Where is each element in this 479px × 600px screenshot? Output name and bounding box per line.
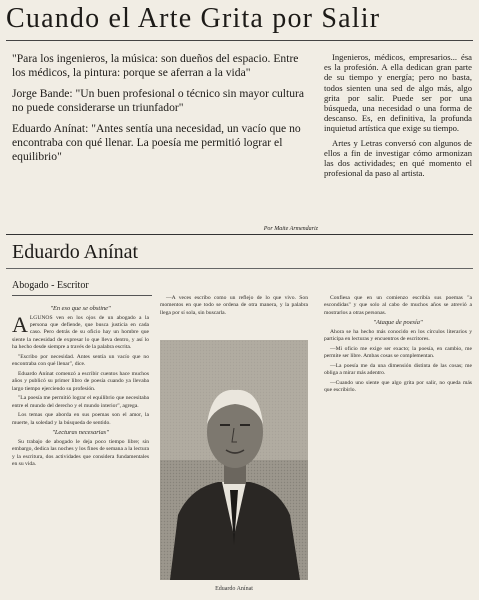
article-column-3 — [324, 295, 472, 595]
portrait-photo — [160, 340, 308, 580]
article-column-2 — [160, 295, 308, 335]
pull-quote: Jorge Bande: "Un buen profesional o técnico sin mayor cultura no puede considerarse un triunfador" — [12, 87, 305, 114]
article-paragraph: Ahora se ha hecho más conocido en los círculos literarios y participa en lecturas y encuentros de escritores. — [324, 329, 472, 343]
divider — [6, 234, 473, 235]
column-subtitle: "Ataque de poesía" — [373, 319, 423, 327]
masthead — [6, 0, 473, 41]
section-subheading: Abogado - Escritor — [12, 280, 152, 296]
intro-column — [324, 52, 472, 182]
column-lead-quote: "En eso que se obstine" — [50, 305, 111, 312]
byline: Por Maite Armendariz — [263, 226, 318, 232]
page-title: Cuando el Arte Grita por Salir — [6, 3, 381, 34]
drop-cap: A — [12, 311, 28, 337]
article-paragraph: "La poesía me permitió lograr el equilibrio que necesitaba entre el mundo del derecho y el mundo interior", agrega. — [12, 395, 149, 409]
pull-quote: Eduardo Anínat: "Antes sentía una necesidad, un vacío que no encontraba con qué llenar. La poesía me permitió lograr el equilibrio" — [12, 122, 301, 163]
article-paragraph: Su trabajo de abogado le deja poco tiempo libre; sin embargo, dedica las noches y los fines de semana a la lectura y la escritura, dos actividades que considera fundamentales en su vida. — [12, 438, 149, 468]
pull-quotes — [12, 52, 312, 171]
article-paragraph: Los temas que aborda en sus poemas son el amor, la muerte, la soledad y la búsqueda de sentido. — [12, 412, 149, 426]
article-paragraph: —Mi oficio me exige ser exacto; la poesía, en cambio, me permite ser libre. Ambas cosas se complementan. — [324, 346, 472, 360]
divider — [6, 268, 473, 269]
photo-caption: Eduardo Anínat — [215, 586, 253, 592]
intro-paragraph: Ingenieros, médicos, empresarios... ésa es la profesión. A ella dedican gran parte de su tiempo y energía; pero no basta, todos sienten una sed de algo más, algo grita por salir. Puede ser por una búsqueda, una necesidad o una forma de descanso. Es, en definitiva, la profunda inquietud artística que exige su tiempo. — [324, 52, 472, 134]
section-heading: Eduardo Anínat — [12, 241, 139, 263]
pull-quote: "Para los ingenieros, la música: son dueños del espacio. Entre los médicos, la pintura: porque se aferran a la vida" — [12, 52, 299, 79]
article-paragraph: "Escribo por necesidad. Antes sentía un vacío que no encontraba con qué llenar", dice. — [12, 353, 149, 368]
article-paragraph: ALGUNOS ven en los ojos de un abogado a la persona que defiende, que busca justicia en cada caso. Pero detrás de su oficio hay un hombre que siente la necesidad de expresar lo que lleva dentro, y así lo ha hecho desde siempre a través de la palabra escrita. — [12, 311, 149, 351]
article-column-1 — [12, 305, 149, 595]
article-paragraph: —A veces escribo como un reflejo de lo que vivo. Son momentos en que todo se ordena de otra manera, y la palabra llega por sí sola, sin buscarla. — [160, 295, 308, 316]
article-paragraph: —La poesía me da una dimensión distinta de las cosas; me obliga a mirar más adentro. — [324, 363, 472, 377]
article-paragraph: —Cuando uno siente que algo grita por salir, no queda más que escribirlo. — [324, 380, 472, 394]
article-paragraph: Confiesa que en un comienzo escribía sus poemas "a escondidas" y que solo al cabo de muchos años se atrevió a mostrarlos a otras personas. — [324, 295, 472, 316]
intro-paragraph: Artes y Letras conversó con algunos de ellos a fin de investigar cómo armonizan las dos actividades; en qué momento el profesional da paso al artista. — [324, 137, 472, 179]
column-subtitle: "Lecturas necesarias" — [52, 429, 109, 437]
article-paragraph: Eduardo Anínat comenzó a escribir cuentos hace muchos años y publicó su primer libro de poesía cuando ya llevaba largo tiempo ejerciendo su profesión. — [12, 370, 149, 392]
